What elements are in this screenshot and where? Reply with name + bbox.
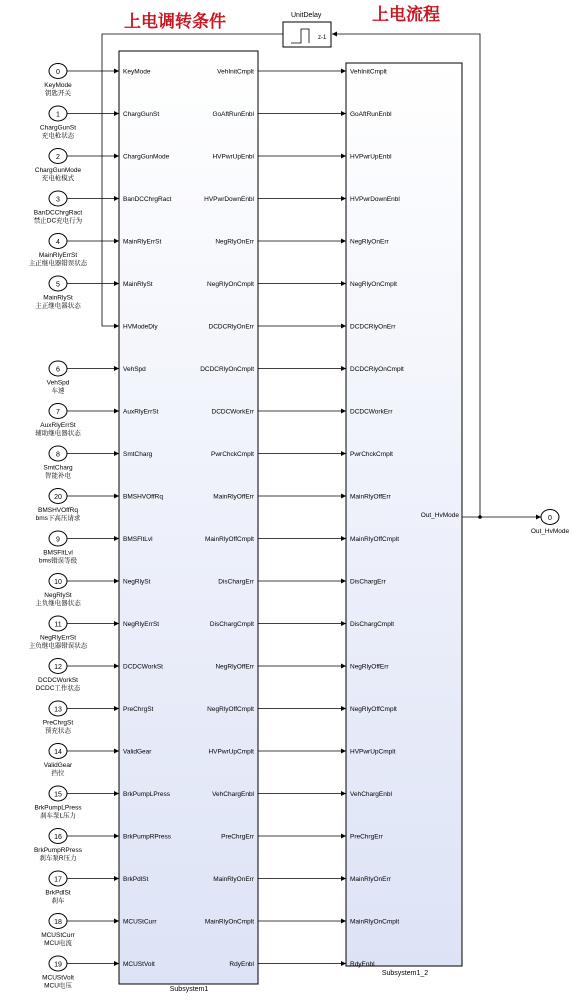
inport-desc: MCU电压 [44, 982, 72, 990]
arrowhead [114, 749, 119, 754]
inport-desc: bms下高压请求 [35, 515, 81, 522]
inport-number: 1 [56, 111, 60, 119]
inport-name: ChargGunSt [39, 124, 77, 132]
subsystem1-outport-label: MainRlyOnErr [213, 876, 254, 883]
subsystem1-2-label: Subsystem1_2 [381, 970, 429, 977]
inport-number: 3 [56, 196, 60, 204]
arrowhead [114, 876, 119, 881]
inport-number: 7 [56, 409, 60, 416]
inport-name: DCDCWorkSt [38, 677, 78, 684]
unit-delay-label: UnitDelay [291, 12, 322, 19]
subsystem1-inport-label: MCUStCurr [123, 918, 157, 926]
subsystem1-2-inport-label: NegRlyOffErr [350, 663, 389, 671]
arrowhead [341, 876, 346, 881]
arrowhead [341, 791, 346, 796]
inport-desc: 刹车泵R压力 [39, 855, 77, 862]
subsystem1-2-inport-label: DisChargCmplt [350, 621, 395, 628]
inport-number: 12 [54, 664, 62, 671]
arrowhead [114, 111, 119, 116]
subsystem1-outport-label: MainRlyOnCmplt [204, 918, 254, 926]
subsystem1-outport-label: HVPwrUpEnbl [212, 153, 254, 161]
inport-desc: 充电枪状态 [41, 132, 75, 140]
inport-number: 14 [54, 749, 62, 756]
subsystem1-outport-label: DCDCRlyOnErr [208, 323, 254, 331]
subsystem1-2-inport-label: NegRlyOnCmplt [350, 281, 397, 288]
inport-desc: 主正继电器状态 [35, 302, 81, 310]
subsystem1-inport-label: MainRlySt [123, 281, 153, 288]
inport-name: KeyMode [44, 82, 72, 89]
inport-desc: MCU电流 [44, 940, 72, 947]
arrowhead [341, 154, 346, 159]
arrowhead [332, 32, 337, 37]
arrowhead [341, 409, 346, 414]
subsystem1-inport-label: ChargGunSt [123, 111, 160, 118]
inport-number: 5 [56, 281, 60, 289]
inport-desc: 钥匙开关 [45, 90, 71, 97]
subsystem1-2-inport-label: HVPwrDownEnbl [350, 196, 400, 203]
subsystem1-2-inport-label: MainRlyOffErr [350, 493, 391, 501]
subsystem1-inport-label: BMSFltLvl [123, 536, 153, 543]
inport-desc: 智能补电 [45, 472, 71, 480]
arrowhead [114, 196, 119, 201]
subsystem1-outport-label: GoAftRunEnbl [212, 111, 254, 118]
subsystem1-2-inport-label: DCDCWorkErr [350, 408, 393, 416]
subsystem1-2-outport-label: Out_HvMode [420, 512, 459, 519]
subsystem1-2-inport-label: HVPwrUpCmplt [350, 748, 396, 756]
subsystem1-outport-label: PwrChckCmplt [211, 451, 254, 458]
inport-number: 20 [54, 494, 62, 501]
arrowhead [114, 154, 119, 159]
arrowhead [341, 834, 346, 839]
arrowhead [341, 621, 346, 626]
inport-number: 19 [54, 961, 62, 969]
subsystem1-2-inport-label: RdyEnbl [350, 961, 375, 968]
inport-desc: 车速 [51, 387, 65, 395]
arrowhead [341, 749, 346, 754]
subsystem1-2-inport-label: PreChrgErr [350, 833, 383, 841]
subsystem1-block[interactable] [119, 51, 258, 984]
inport-number: 11 [54, 621, 62, 629]
inport-name: ChargGunMode [34, 167, 82, 174]
inport-name: BrkPumpLPress [34, 804, 82, 812]
inport-name: MainRlyErrSt [38, 252, 78, 259]
inport-name: VehSpd [46, 379, 70, 387]
subsystem1-2-inport-label: MainRlyOffCmplt [350, 536, 400, 543]
arrowhead [341, 579, 346, 584]
inport-name: BrkPumpRPress [33, 847, 83, 854]
subsystem1-label: Subsystem1 [169, 986, 209, 993]
subsystem1-outport-label: NegRlyOnErr [215, 238, 254, 246]
subsystem1-outport-label: DisChargCmplt [209, 621, 254, 628]
subsystem1-outport-label: MainRlyOffErr [213, 493, 254, 501]
arrowhead [114, 791, 119, 796]
inport-desc: 辅助继电器状态 [35, 430, 81, 437]
subsystem1-outport-label: VehInitCmplt [217, 68, 254, 76]
subsystem1-outport-label: DCDCRlyOnCmplt [200, 366, 254, 373]
inport-name: MainRlySt [43, 294, 73, 302]
subsystem1-inport-label: BrkPumpLPress [123, 791, 170, 798]
subsystem1-outport-label: VehChargEnbl [212, 791, 254, 798]
inport-number: 13 [54, 706, 62, 714]
inport-name: BrkPdlSt [45, 889, 71, 897]
arrowhead [114, 834, 119, 839]
subsystem1-inport-label: KeyMode [123, 68, 151, 76]
subsystem1-2-inport-label: DCDCRlyOnErr [350, 323, 396, 331]
subsystem1-inport-label: VehSpd [123, 366, 146, 373]
inport-number: 9 [56, 536, 60, 544]
inport-name: NegRlySt [44, 592, 72, 599]
subsystem1-inport-label: HVModeDly [123, 323, 158, 331]
subsystem1-inport-label: ValidGear [123, 748, 152, 756]
subsystem1-outport-label: DCDCWorkErr [211, 408, 254, 416]
inport-number: 2 [56, 154, 60, 161]
inport-number: 15 [54, 791, 62, 799]
subsystem1-outport-label: RdyEnbl [229, 961, 254, 968]
arrowhead [114, 579, 119, 584]
subsystem1-inport-label: MCUStVolt [123, 961, 155, 968]
inport-desc: 预充状态 [45, 727, 71, 735]
inport-name: AuxRlyErrSt [40, 422, 76, 429]
arrowhead [341, 451, 346, 456]
arrowhead [114, 536, 119, 541]
subsystem1-inport-label: AuxRlyErrSt [123, 408, 159, 416]
arrowhead [114, 664, 119, 669]
arrowhead [114, 409, 119, 414]
subsystem1-2-inport-label: VehChargEnbl [350, 791, 392, 798]
subsystem1-2-inport-label: HVPwrUpEnbl [350, 153, 392, 161]
inport-number: 8 [56, 451, 60, 459]
inport-name: PreChrgSt [42, 719, 74, 727]
inport-name: NegRlyErrSt [39, 634, 77, 642]
inport-number: 16 [54, 834, 62, 841]
subsystem1-outport-label: DisChargErr [218, 578, 254, 586]
subsystem1-inport-label: DCDCWorkSt [123, 663, 163, 671]
inport-desc: 禁止DC充电行为 [33, 217, 83, 225]
inport-name: MCUStVolt [42, 974, 74, 982]
subsystem1-2-inport-label: NegRlyOffCmplt [350, 706, 397, 713]
arrowhead [114, 494, 119, 499]
arrowhead [341, 324, 346, 329]
subsystem1-inport-label: SmtCharg [123, 451, 153, 458]
arrowhead [114, 451, 119, 456]
subsystem1-outport-label: NegRlyOnCmplt [207, 281, 254, 288]
subsystem1-inport-label: BanDCChrgRact [123, 196, 172, 203]
arrowhead [114, 366, 119, 371]
arrowhead [341, 664, 346, 669]
arrowhead [114, 324, 119, 329]
arrowhead [114, 69, 119, 74]
inport-desc: 刹车泵L压力 [39, 812, 77, 820]
subsystem1-outport-label: HVPwrUpCmplt [208, 748, 254, 756]
subsystem1-inport-label: MainRlyErrSt [123, 238, 162, 246]
inport-name: SmtCharg [43, 464, 73, 472]
arrowhead [341, 706, 346, 711]
arrowhead [114, 961, 119, 966]
subsystem1-outport-label: MainRlyOffCmplt [204, 536, 254, 543]
outport-name: Out_HvMode [530, 528, 570, 535]
inport-name: BMSHVOffRq [38, 507, 78, 514]
subsystem1-inport-label: PreChrgSt [123, 706, 154, 713]
arrowhead [114, 281, 119, 286]
subsystem1-outport-label: HVPwrDownEnbl [204, 196, 254, 203]
inport-desc: bms错误等级 [38, 557, 78, 565]
arrowhead [341, 366, 346, 371]
title-left: 上电调转条件 [124, 12, 226, 32]
inport-name: ValidGear [43, 762, 73, 769]
inport-desc: 主负继电器错误状态 [28, 642, 88, 650]
inport-desc: 刹车 [51, 897, 65, 905]
subsystem1-inport-label: ChargGunMode [123, 153, 170, 161]
subsystem1-2-inport-label: MainRlyOnCmplt [350, 918, 400, 926]
subsystem1-inport-label: BMSHVOffRq [123, 493, 163, 501]
inport-number: 10 [54, 579, 62, 586]
subsystem1-2-inport-label: MainRlyOnErr [350, 876, 391, 883]
inport-name: BMSFltLvl [43, 549, 73, 557]
arrowhead [341, 196, 346, 201]
subsystem1-2-inport-label: PwrChckCmplt [350, 451, 393, 458]
inport-desc: 主正继电器错误状态 [28, 260, 88, 267]
arrowhead [341, 111, 346, 116]
inport-number: 6 [56, 366, 60, 374]
arrowhead [341, 536, 346, 541]
arrowhead [114, 239, 119, 244]
subsystem1-2-inport-label: GoAftRunEnbl [350, 111, 392, 118]
outport-number: 0 [548, 515, 552, 522]
inport-name: BanDCChrgRact [33, 209, 83, 217]
inport-desc: 充电枪模式 [41, 175, 75, 182]
subsystem1-inport-label: NegRlySt [123, 578, 151, 586]
inport-number: 18 [54, 919, 62, 926]
title-right: 上电流程 [372, 5, 440, 25]
subsystem1-outport-label: NegRlyOffCmplt [207, 706, 254, 713]
unit-delay-symbol: z-1 [318, 35, 327, 41]
inport-desc: 挡位 [51, 770, 65, 777]
arrowhead [341, 494, 346, 499]
arrowhead [341, 69, 346, 74]
subsystem1-outport-label: PreChrgErr [221, 833, 254, 841]
arrowhead [341, 961, 346, 966]
subsystem1-outport-label: NegRlyOffErr [215, 663, 254, 671]
inport-name: MCUStCurr [41, 932, 75, 939]
arrowhead [341, 239, 346, 244]
subsystem1-2-inport-label: DisChargErr [350, 578, 386, 586]
subsystem1-2-inport-label: NegRlyOnErr [350, 238, 389, 246]
arrowhead [114, 919, 119, 924]
arrowhead [536, 515, 541, 520]
subsystem1-inport-label: NegRlyErrSt [123, 621, 160, 628]
subsystem1-inport-label: BrkPumpRPress [123, 833, 172, 841]
inport-number: 4 [56, 239, 60, 246]
subsystem1-2-inport-label: DCDCRlyOnCmplt [350, 366, 404, 373]
inport-number: 0 [56, 69, 60, 76]
inport-number: 17 [54, 876, 62, 884]
arrowhead [341, 919, 346, 924]
inport-desc: 主负继电器状态 [35, 600, 81, 607]
subsystem1-2-inport-label: VehInitCmplt [350, 68, 387, 76]
arrowhead [114, 621, 119, 626]
arrowhead [114, 706, 119, 711]
subsystem1-inport-label: BrkPdlSt [123, 876, 149, 883]
arrowhead [341, 281, 346, 286]
inport-desc: DCDC工作状态 [35, 685, 81, 692]
